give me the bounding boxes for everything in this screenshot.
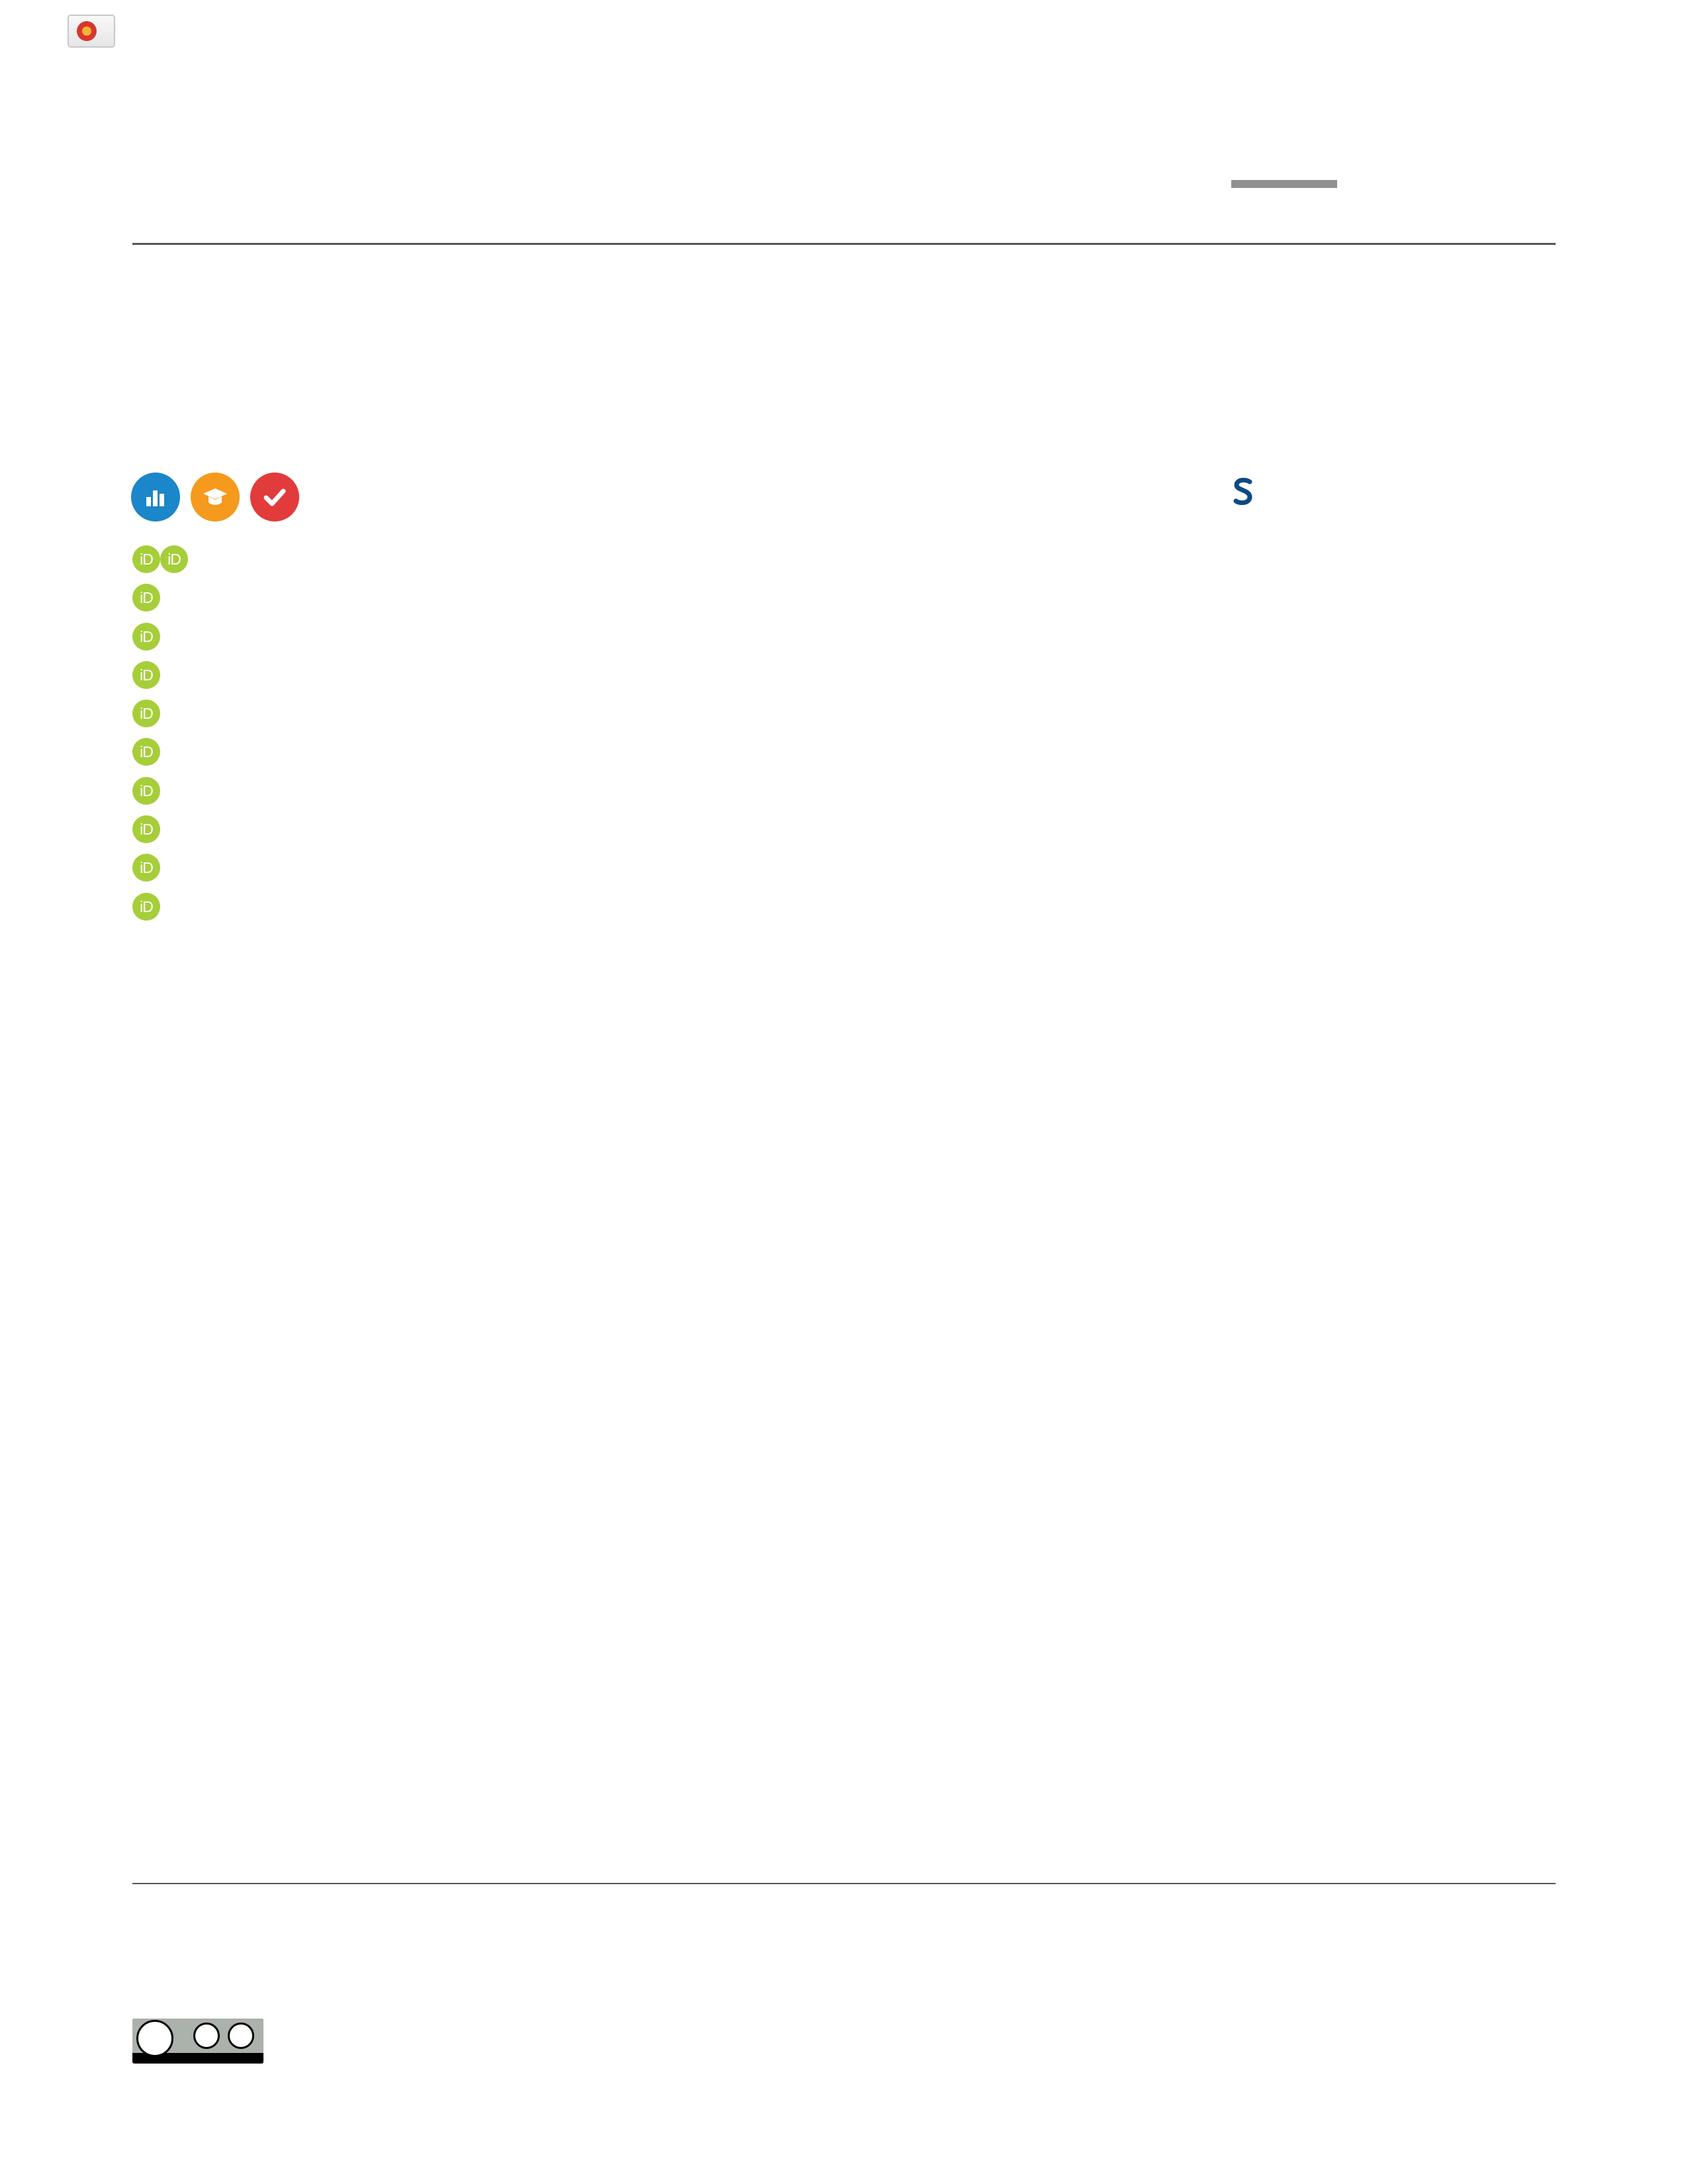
- author-line: [132, 778, 1258, 817]
- preregistered-icon[interactable]: [191, 473, 240, 522]
- orcid-icon[interactable]: iD: [132, 893, 160, 921]
- author-line: [132, 855, 1258, 893]
- aps-logo-bar: [1231, 180, 1337, 188]
- author-list: [132, 547, 1258, 933]
- author-line: [132, 739, 1258, 778]
- author-line: [132, 894, 1258, 933]
- footer-divider: [132, 1883, 1556, 1884]
- crossmark-icon: [77, 21, 97, 41]
- sage-logo: [1233, 478, 1259, 506]
- header-divider: [132, 243, 1556, 245]
- orcid-icon[interactable]: iD: [132, 738, 160, 766]
- check-for-updates-button[interactable]: [68, 15, 115, 48]
- orcid-icon[interactable]: iD: [132, 661, 160, 689]
- orcid-icon[interactable]: iD: [132, 584, 160, 612]
- orcid-icon[interactable]: iD: [132, 545, 160, 573]
- author-line: [132, 701, 1258, 739]
- open-data-icon[interactable]: [131, 473, 180, 522]
- by-icon: [193, 2023, 220, 2049]
- nc-icon: [228, 2023, 254, 2049]
- author-line: [132, 624, 1258, 662]
- orcid-icon[interactable]: iD: [132, 700, 160, 727]
- orcid-icon[interactable]: iD: [160, 545, 188, 573]
- author-line: [132, 817, 1258, 855]
- open-materials-icon[interactable]: [250, 473, 299, 522]
- orcid-icon[interactable]: iD: [132, 777, 160, 805]
- aps-logo-mark: [1231, 66, 1470, 179]
- author-line: [132, 585, 1258, 623]
- author-line: [132, 547, 1258, 585]
- orcid-icon[interactable]: iD: [132, 815, 160, 843]
- orcid-icon[interactable]: iD: [132, 623, 160, 651]
- open-science-badges: [131, 473, 299, 522]
- orcid-icon[interactable]: iD: [132, 854, 160, 882]
- author-line: [132, 662, 1258, 701]
- cc-icon: [136, 2020, 173, 2057]
- cc-by-nc-icon[interactable]: [132, 2019, 263, 2064]
- aps-logo: [1231, 66, 1470, 232]
- sage-s-icon: [1233, 478, 1254, 506]
